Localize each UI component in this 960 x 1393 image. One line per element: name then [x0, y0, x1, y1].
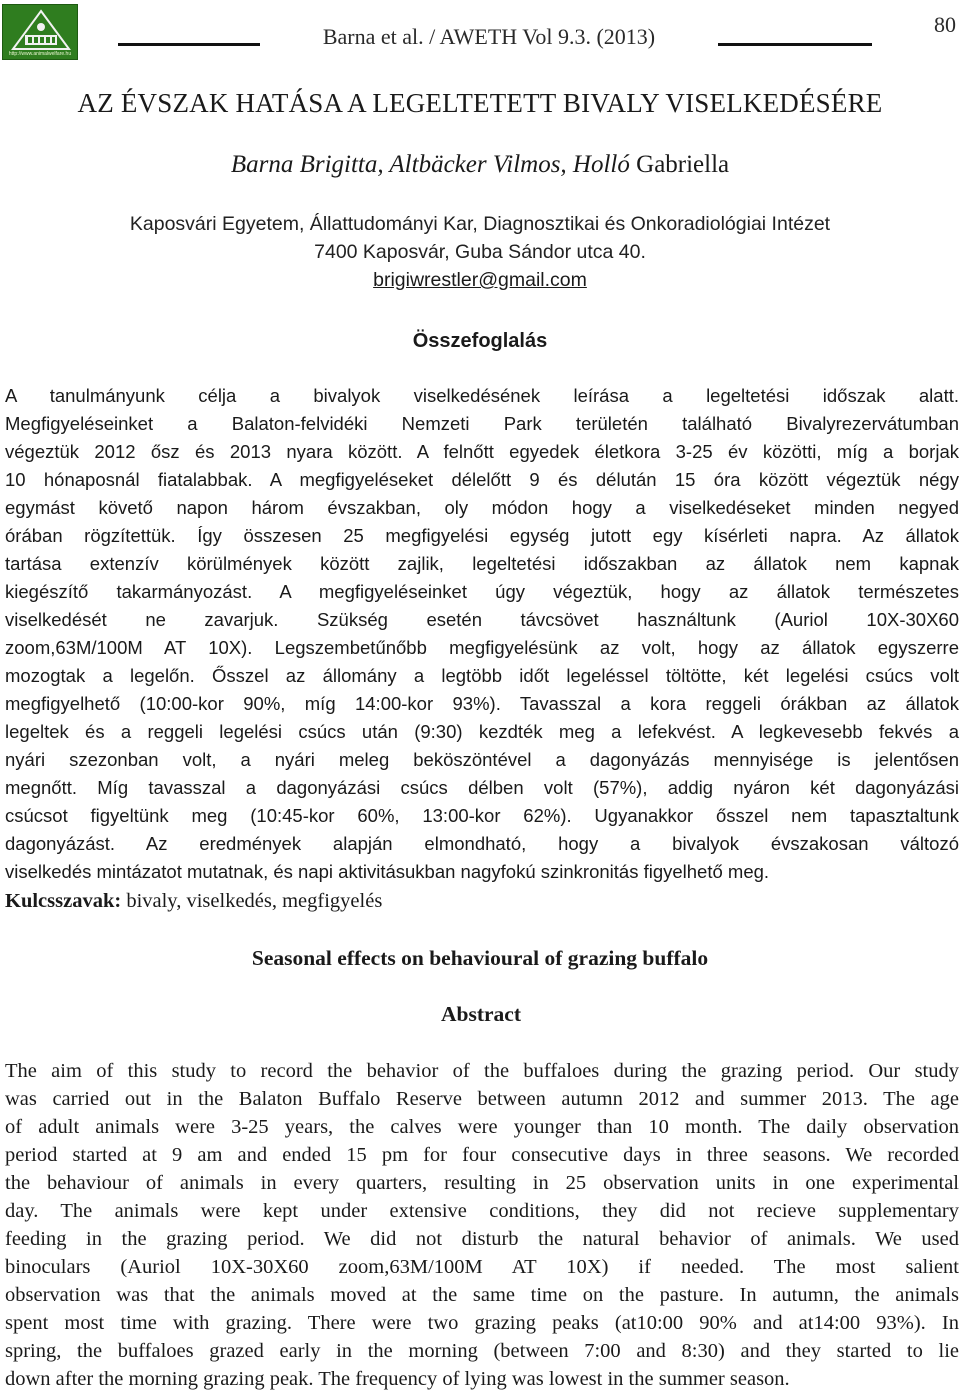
- journal-reference: Barna et al. / AWETH Vol 9.3. (2013): [322, 24, 656, 49]
- hungarian-abstract-line: A tanulmányunk célja a bivalyok viselkedésének leírása a legeltetési időszak alatt.: [5, 385, 959, 406]
- header-rule-right: [718, 43, 872, 46]
- affiliation-line-2: 7400 Kaposvár, Guba Sándor utca 40.: [314, 241, 646, 263]
- english-abstract-line: feeding in the grazing period. We did not disturb the natural behavior of animals. We used: [5, 1228, 959, 1250]
- english-abstract-line: The aim of this study to record the behavior of the buffaloes during the grazing period. Our study: [5, 1060, 959, 1082]
- hungarian-abstract-line: viselkedését ne zavarjuk. Szükség esetén távcsövet használtunk (Auriol 10X-30X60: [5, 609, 959, 630]
- hungarian-abstract-line: legeltek és a reggeli legelési csúcs után (9:30) kezdték meg a lefekvést. A legkevesebb fekvés a: [5, 721, 959, 742]
- authors-italic: Barna Brigitta, Altbäcker Vilmos, Holló: [230, 151, 630, 178]
- english-abstract-line: period started at 9 am and ended 15 pm for four consecutive days in three seasons. We recorded: [5, 1144, 959, 1166]
- logo-url-text: http://www.animalwelfare.hu: [8, 51, 72, 57]
- english-abstract-line: observation was that the animals moved at the same time on the pasture. In autumn, the animals: [5, 1284, 959, 1306]
- english-abstract-line: was carried out in the Balaton Buffalo Reserve between autumn 2012 and summer 2013. The age: [5, 1088, 959, 1110]
- hungarian-abstract-line: 10 hónaposnál fiatalabbak. A megfigyeléseket délelőtt 9 és délután 15 óra között végeztük négy: [5, 469, 959, 490]
- keywords-text: bivaly, viselkedés, megfigyelés: [121, 890, 383, 912]
- english-abstract-line: the behaviour of animals in every quarters, resulting in 25 observation units in one experimental: [5, 1172, 959, 1194]
- hungarian-abstract-line: végeztük 2012 ősz és 2013 nyara között. A felnőtt egyedek életkora 3-25 év közötti, míg a borjak: [5, 441, 959, 462]
- hungarian-abstract-line: órában rögzítettük. Így összesen 25 megfigyelési egység jutott egy kísérleti napra. Az állatok: [5, 525, 959, 546]
- author-email: [0, 269, 960, 292]
- hungarian-abstract-body: [5, 382, 959, 886]
- hungarian-abstract-line: mozogtak a legelőn. Ősszel az állomány a legtöbb időt legeléssel töltötte, két legelési csúcs volt: [5, 665, 959, 686]
- page-number: 80: [934, 12, 956, 37]
- hungarian-abstract-line: egymást követő napon három évszakban, oly módon hogy a viselkedéseket minden negyed: [5, 497, 959, 518]
- email-link[interactable]: brigiwrestler@gmail.com: [373, 269, 587, 291]
- english-abstract-line: day. The animals were kept under extensive conditions, they did not recieve supplementary: [5, 1200, 959, 1222]
- hungarian-abstract-line: zoom,63M/100M AT 10X). Legszembetűnőbb megfigyelésünk az volt, hogy az állatok egyszerre: [5, 637, 959, 658]
- hungarian-abstract-line: megnőtt. Míg tavasszal a dagonyázási csúcs délben volt (57%), addig nyáron két dagonyázási: [5, 777, 959, 798]
- journal-logo: [2, 4, 78, 60]
- hungarian-abstract-line: kiegészítő takarmányozást. A megfigyeléseinket úgy végeztük, hogy az állatok természetes: [5, 581, 959, 602]
- hungarian-abstract-line: tartása extenzív körülmények között zajlik, legeltetési időszakban az állatok nem kapnak: [5, 553, 959, 574]
- english-abstract-line: binoculars (Auriol 10X-30X60 zoom,63M/100M AT 10X) if needed. The most salient: [5, 1256, 959, 1278]
- paper-title: AZ ÉVSZAK HATÁSA A LEGELTETETT BIVALY VISELKEDÉSÉRE: [77, 88, 883, 118]
- hungarian-abstract-line: viselkedés mintázatot mutatnak, és napi aktivitásukban nagyfokú szinkronitás figyelhető meg.: [5, 861, 770, 882]
- english-abstract-line: of adult animals were 3-25 years, the calves were younger than 10 month. The daily observation: [5, 1116, 959, 1138]
- english-abstract-line: spring, the buffaloes grazed early in the morning (between 7:00 and 8:30) and they started to lie: [5, 1340, 959, 1362]
- hungarian-abstract-line: csúcsot figyeltünk meg (10:45-kor 60%, 13:00-kor 62%). Ugyanakkor ősszel nem tapasztaltunk: [5, 805, 959, 826]
- english-abstract-heading: Abstract: [440, 1002, 521, 1026]
- hungarian-abstract-line: Megfigyeléseinket a Balaton-felvidéki Nemzeti Park területén található Bivalyrezervátumban: [5, 413, 959, 434]
- english-abstract-line: spent most time with grazing. There were two grazing peaks (at10:00 90% and at14:00 93%). In: [5, 1312, 959, 1334]
- hungarian-abstract-line: nyári szezonban volt, a nyári meleg beköszöntével a dagonyázás mennyisége is jelentősen: [5, 749, 959, 770]
- hungarian-abstract-line: megfigyelhető (10:00-kor 90%, míg 14:00-kor 93%). Tavasszal a kora reggeli órákban az állatok: [5, 693, 959, 714]
- author-list: [0, 151, 960, 179]
- english-abstract-line: down after the morning grazing peak. The frequency of lying was lowest in the summer season.: [5, 1368, 790, 1390]
- keywords: [5, 890, 382, 913]
- affiliation-line-1: Kaposvári Egyetem, Állattudományi Kar, Diagnosztikai és Onkoradiológiai Intézet: [129, 213, 831, 235]
- english-title: Seasonal effects on behavioural of grazing buffalo: [251, 946, 709, 970]
- hungarian-abstract-heading: Összefoglalás: [412, 330, 548, 352]
- english-abstract-body: [5, 1057, 959, 1393]
- header-rule-left: [118, 43, 260, 46]
- authors-normal: Gabriella: [629, 151, 730, 178]
- hungarian-abstract-line: dagonyázást. Az eredmények alapján elmondható, hogy a bivalyok évszakosan változó: [5, 833, 959, 854]
- keywords-label: Kulcsszavak:: [5, 890, 122, 912]
